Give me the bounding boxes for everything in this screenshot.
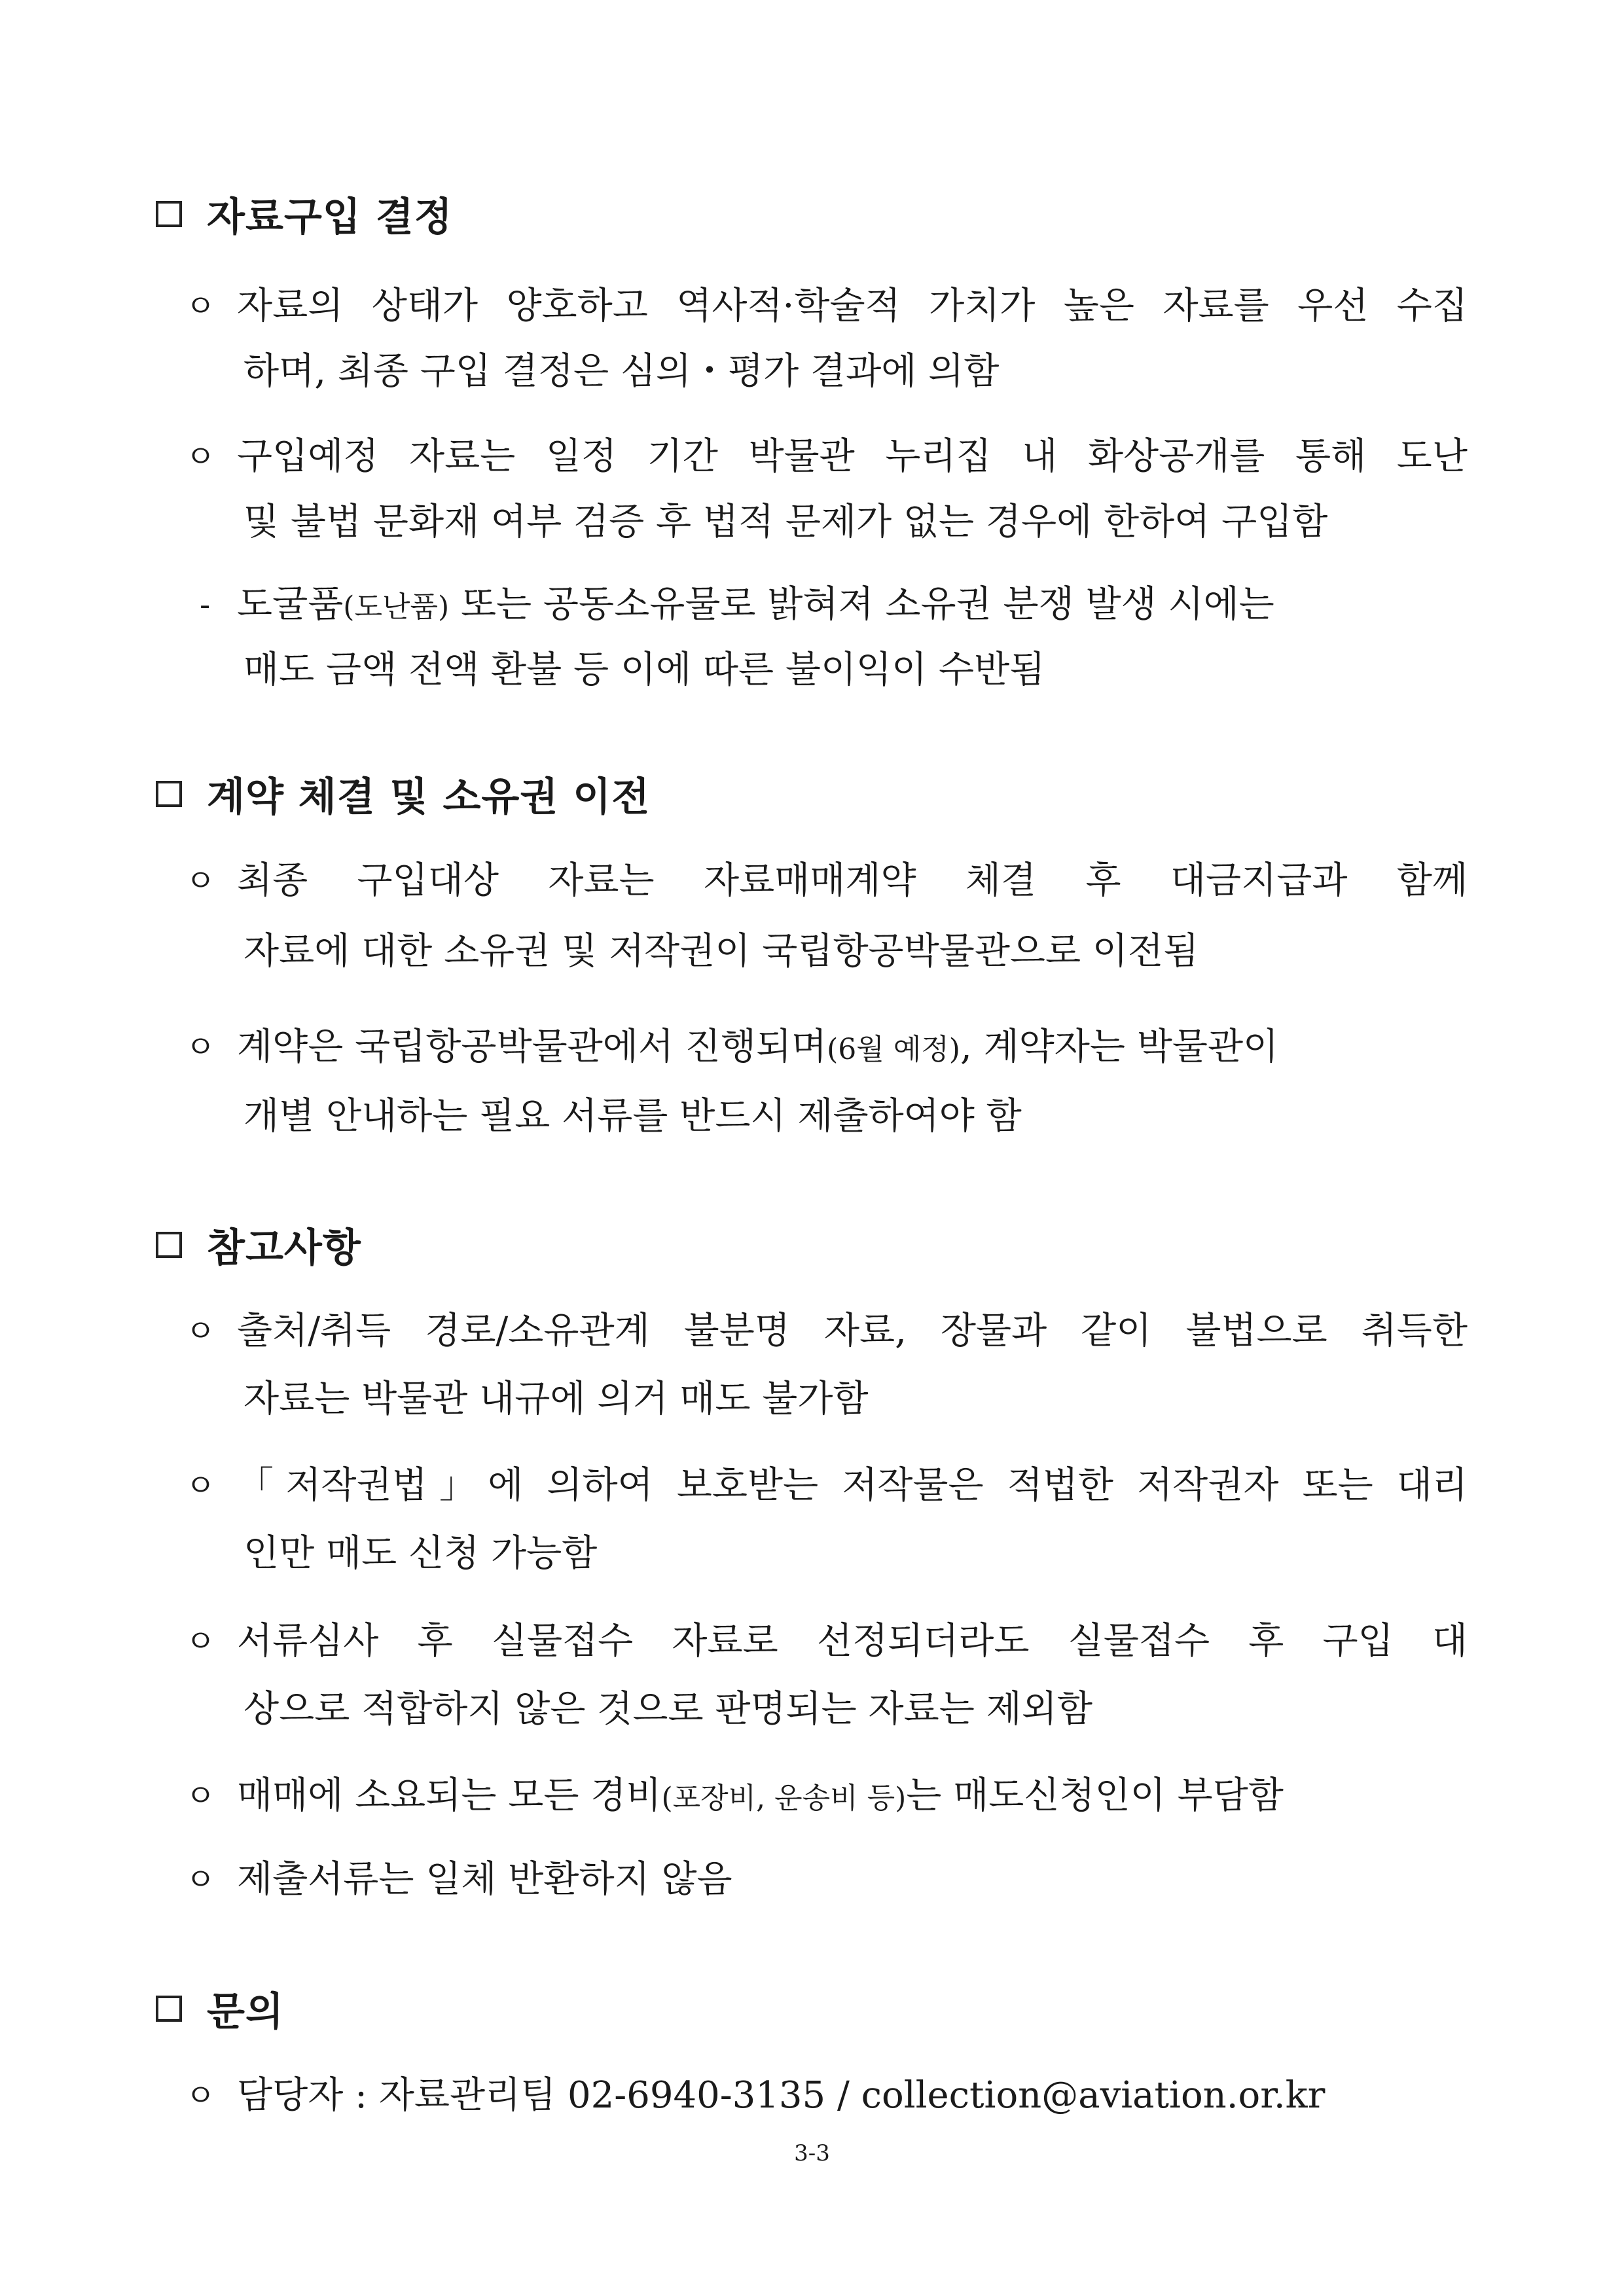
item-text: 또는 공동소유물로 밝혀져 소유권 분쟁 발생 시에는 bbox=[449, 583, 1274, 626]
section-heading bbox=[156, 1979, 1465, 2038]
item-text-line: 매도 금액 전액 환불 등 이에 따른 불이익이 수반됨 bbox=[244, 649, 1045, 691]
dash-bullet-icon: - bbox=[200, 586, 211, 623]
circle-bullet-icon: ㅇ bbox=[185, 1313, 216, 1350]
item-text: 는 매도신청인이 부담함 bbox=[906, 1774, 1284, 1817]
circle-bullet-icon: ㅇ bbox=[185, 1861, 216, 1898]
item-text: 매매에 소요되는 모든 경비 bbox=[237, 1774, 662, 1817]
checkbox-square-icon bbox=[156, 201, 182, 227]
item-text-line: 「저작권법」에 의하여 보호받는 저작물은 적법한 저작권자 또는 대리 bbox=[237, 1464, 1468, 1507]
page-number: 3-3 bbox=[794, 2140, 830, 2166]
item-text-line: 최종 구입대상 자료는 자료매매계약 체결 후 대금지급과 함께 bbox=[237, 859, 1468, 902]
item-text: 도굴품 bbox=[237, 583, 344, 626]
checkbox-square-icon bbox=[156, 1232, 182, 1258]
section-title: 문의 bbox=[207, 1989, 284, 2035]
item-text-line: 상으로 적합하지 않은 것으로 판명되는 자료는 제외함 bbox=[244, 1688, 1092, 1731]
item-text-line: 서류심사 후 실물접수 자료로 선정되더라도 실물접수 후 구입 대 bbox=[237, 1620, 1468, 1662]
item-parenthetical: (6월 예정) bbox=[827, 1033, 960, 1066]
item-text-line: 자료는 박물관 내규에 의거 매도 불가함 bbox=[244, 1378, 869, 1420]
item-text-line: 개별 안내하는 필요 서류를 반드시 제출하여야 함 bbox=[244, 1095, 1022, 1138]
item-text-line: 구입예정 자료는 일정 기간 박물관 누리집 내 화상공개를 통해 도난 bbox=[237, 435, 1468, 478]
item-text-line: 제출서류는 일체 반환하지 않음 bbox=[237, 1858, 732, 1901]
circle-bullet-icon: ㅇ bbox=[185, 288, 216, 325]
section-heading bbox=[156, 185, 1465, 243]
circle-bullet-icon: ㅇ bbox=[185, 863, 216, 899]
item-text: 계약은 국립항공박물관에서 진행되며 bbox=[237, 1026, 827, 1068]
section-title: 자료구입 결정 bbox=[207, 194, 453, 240]
item-parenthetical: (포장비, 운송비 등) bbox=[661, 1782, 907, 1815]
item-text-line bbox=[237, 1011, 1278, 1086]
circle-bullet-icon: ㅇ bbox=[185, 1778, 216, 1814]
circle-bullet-icon: ㅇ bbox=[185, 1623, 216, 1660]
section-title: 계약 체결 및 소유권 이전 bbox=[207, 774, 651, 820]
section-heading bbox=[156, 1215, 1465, 1274]
item-text-line: 하며, 최종 구입 결정은 심의・평가 결과에 의함 bbox=[244, 350, 1000, 393]
item-text-line: 자료의 상태가 양호하고 역사적·학술적 가치가 높은 자료를 우선 수집 bbox=[237, 285, 1468, 327]
checkbox-square-icon bbox=[156, 781, 182, 807]
item-text-line: 인만 매도 신청 가능함 bbox=[244, 1532, 598, 1575]
circle-bullet-icon: ㅇ bbox=[185, 2077, 216, 2114]
item-text-line bbox=[237, 568, 1274, 644]
item-text-line: 출처/취득 경로/소유관계 불분명 자료, 장물과 같이 불법으로 취득한 bbox=[237, 1310, 1468, 1352]
section-heading bbox=[156, 764, 1465, 823]
item-text-line: 및 불법 문화재 여부 검증 후 법적 문제가 없는 경우에 한하여 구입함 bbox=[244, 501, 1328, 543]
circle-bullet-icon: ㅇ bbox=[185, 1029, 216, 1066]
item-text-line: 담당자 : 자료관리팀 02-6940-3135 / collection@aviation.or.kr bbox=[237, 2074, 1326, 2117]
item-parenthetical: (도난품) bbox=[343, 590, 450, 624]
circle-bullet-icon: ㅇ bbox=[185, 439, 216, 475]
checkbox-square-icon bbox=[156, 1996, 182, 2022]
circle-bullet-icon: ㅇ bbox=[185, 1467, 216, 1504]
item-text-line: 자료에 대한 소유권 및 저작권이 국립항공박물관으로 이전됨 bbox=[244, 930, 1199, 973]
item-text-line bbox=[237, 1759, 1284, 1835]
item-text: , 계약자는 박물관이 bbox=[960, 1026, 1279, 1068]
section-title: 참고사항 bbox=[207, 1225, 361, 1271]
